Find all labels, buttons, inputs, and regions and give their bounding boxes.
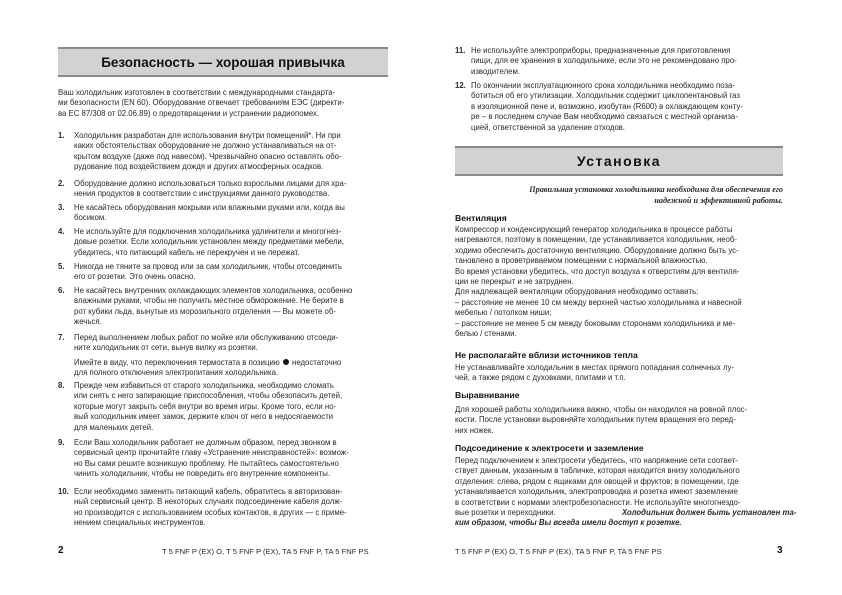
safety-title: Безопасность — хорошая привычка	[101, 54, 345, 70]
power-warning-line-2: ким образом, чтобы Вы всегда имели доступ к розетке.	[455, 518, 682, 527]
power-warning-line-1: Холодильник должен быть установлен та-	[622, 508, 797, 517]
safety-item-6: Не касайтесь внутренних охлаждающих элементов холодильника, особенно влажными руками, чтобы не получить местное обморожение. Не берите в рот кубики льда, вынутые из морозильного отделения — Вы можете об- жечься.	[74, 286, 353, 327]
leveling-heading: Выравнивание	[455, 390, 520, 400]
installation-lead: Правильная установка холодильника необходима для обеспечения его надежной и эффективной работы.	[529, 185, 783, 205]
item-number: 8.	[58, 381, 65, 390]
item-number: 12.	[455, 81, 466, 90]
item-number: 5.	[58, 262, 65, 271]
item-number: 2.	[58, 179, 65, 188]
thermostat-note-part-2: недостаточно	[292, 358, 342, 367]
item-number: 1.	[58, 131, 65, 140]
item-number: 3.	[58, 203, 65, 212]
safety-item-5: Никогда не тяните за провод или за сам холодильник, чтобы отсоединить его от розетки. Это очень опасно.	[74, 262, 342, 282]
safety-item-3: Не касайтесь оборудования мокрыми или влажными руками или, когда вы босиком.	[74, 203, 345, 223]
item-number: 4.	[58, 227, 65, 236]
ventilation-text: Компрессор и конденсирующий генератор холодильника в процессе работы нагреваются, поэтому в помещении, где устанавливается холодильник, необ- ходимо обеспечить достаточную вентиляцию. Оборудование должно быть ус- тановлено в проветриваемом помещении с нормальной влажностью. Во время установки убедитесь, что доступ воздуха к отверстиям для вентиля- ции не перекрыт и не затруднен. Для надлежащей вентиляции оборудования необходимо оставить: – расстояние не менее 10 см между верхней частью холодильника и навесной мебелью / потолком ниши; – расстояние не менее 5 см между боковыми сторонами холодильника и ме- белью / стенами.	[455, 225, 742, 339]
heat-sources-heading: Не располагайте вблизи источников тепла	[455, 350, 638, 360]
item-number: 10.	[58, 487, 69, 496]
item-number: 7.	[58, 333, 65, 342]
heat-sources-text: Не устанавливайте холодильник в местах прямого попадания солнечных лу- чей, а также рядом с духовками, плитами и т.п.	[455, 363, 735, 383]
safety-item-1: Холодильник разработан для использования внутри помещений*. Ни при каких обстоятельствах оборудование не должно устанавливаться на от- крытом воздухе (даже под навесом). Чрезвычайно опасно оставлять обо- рудование под воздействием дождя и других атмосферных осадков.	[74, 131, 342, 172]
safety-item-2: Оборудование должно использоваться только взрослыми лицами для хра- нения продуктов в соответствии с инструкциями данного руководства.	[74, 179, 347, 199]
item-number: 6.	[58, 286, 65, 295]
safety-item-4: Не используйте для подключения холодильника удлинители и многогнез- довые розетки. Если холодильник установлен между предметами мебели, убедитесь, что питающий кабель не перекручен и не пережат.	[74, 227, 345, 257]
safety-item-12: По окончании эксплуатационного срока холодильника необходимо поза- ботиться об его утилизации. Холодильник содержит циклопентановый газ в изоляционной пене и, возможно, изобутан (R600) в охлаждающем конту- ре – в последнем случае Вам необходимо связаться с местной организа- цией, ответственной за удаление отходов.	[471, 81, 743, 132]
thermostat-note-part-1: Имейте в виду, что переключения термостата в позицию	[74, 358, 280, 367]
model-footer-left: T 5 FNF P (EX) O, T 5 FNF P (EX), TA 5 FNF P, TA 5 FNF PS	[162, 547, 369, 556]
right-page	[421, 0, 842, 595]
safety-item-8: Прежде чем избавиться от старого холодильника, необходимо сломать или снять с него запирающие приспособления, чтобы обезопасить детей, которые могут закрыть себя внутри во время игры. Кроме того, если но- вый холодильник имеет замок, держите ключ от него в недосягаемости для маленьких детей.	[74, 381, 343, 432]
power-heading: Подсоединение к электросети и заземление	[455, 443, 644, 453]
safety-item-11: Не используйте электроприборы, предназначенные для приготовления пищи, для ее хранения в холодильнике, если это не рекомендовано про- изводителем.	[471, 46, 737, 76]
installation-title-banner	[455, 146, 783, 176]
safety-item-10: Если необходимо заменить питающий кабель, обратитесь в авторизован- ный сервисный центр. В некоторых случаях подсоединение кабеля долж- но производится с использованием особых контактов, в других — с приме- нением специальных инструментов.	[74, 487, 347, 528]
thermostat-note-line-2: для полного отключения электропитания холодильника.	[74, 368, 279, 377]
thermostat-note	[74, 358, 404, 368]
page-number-left: 2	[58, 545, 64, 556]
ventilation-heading: Вентиляция	[455, 213, 507, 223]
item-number: 9.	[58, 438, 65, 447]
installation-title: Установка	[576, 153, 662, 169]
leveling-text: Для хорошей работы холодильника важно, чтобы он находился на ровной плос- кости. После установки выровняйте холодильник путем вращения его перед- них ножек.	[455, 405, 748, 435]
model-footer-right: T 5 FNF P (EX) O, T 5 FNF P (EX), TA 5 FNF P, TA 5 FNF PS	[455, 547, 662, 556]
safety-title-banner	[58, 47, 388, 77]
safety-item-7: Перед выполнением любых работ по мойке или обслуживанию отсоеди- ните холодильник от сети, вынув вилку из розетки.	[74, 333, 339, 353]
page-number-right: 3	[777, 545, 783, 556]
safety-item-9: Если Ваш холодильник работает не должным образом, перед звонком в сервисный центр прочитайте главу «Устранение неисправностей»: возмож- но Вы сами решите возникшую проблему. Не пытайтесь самостоятельно чинить холодильник, чтобы не повредить его внутренние компоненты.	[74, 438, 349, 479]
item-number: 11.	[455, 46, 466, 55]
thermostat-off-dot-icon	[283, 359, 289, 365]
power-text: Перед подключением к электросети убедитесь, что напряжение сети соответ- ствует данным, указанным в табличке, которая находится внизу холодильного отделения: слева, рядом с ящиками для овощей и фруктов; в помещении, где устанавливается холодильник, электропроводка и розетка имеют заземление в соответствии с нормами электробезопасности. Не используйте многогнездо- вые розетки и переходники.	[455, 456, 741, 518]
intro-paragraph: Ваш холодильник изготовлен в соответствии с международными стандарта- ми безопасности (EN 60). Оборудование отвечает требованиям ЕЭС (директи- ва ЕС 87/308 от 02.06.89) о предотвращении и устранении радиопомех.	[58, 88, 345, 118]
